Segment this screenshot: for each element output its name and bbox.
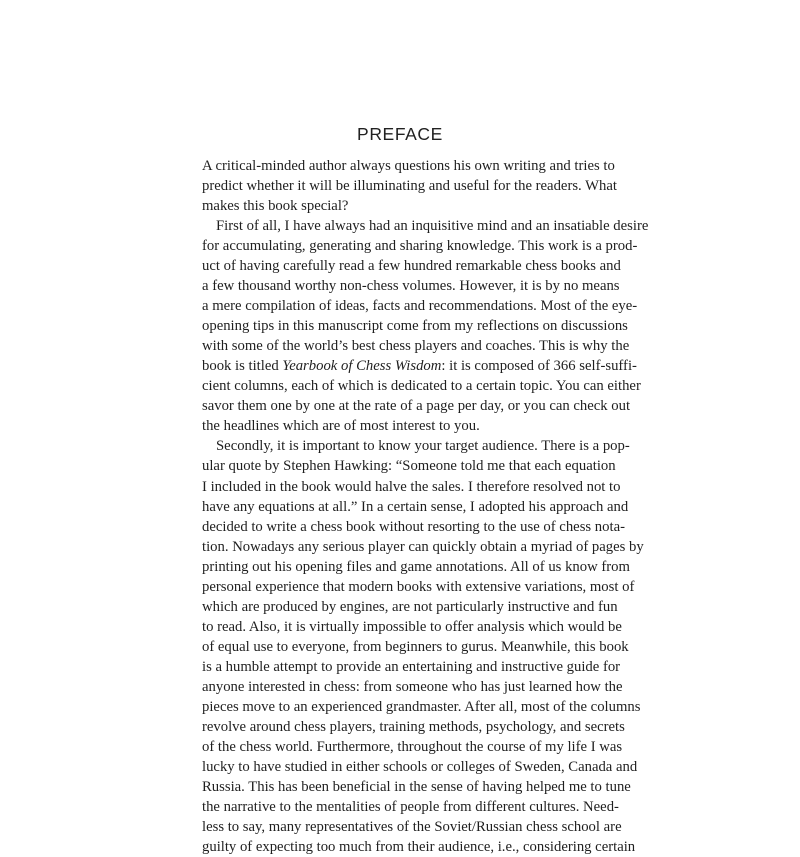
body-text <box>202 156 649 857</box>
text-line: to read. Also, it is virtually impossible to offer analysis which would be <box>202 618 622 635</box>
text-line: for accumulating, generating and sharing knowledge. This work is a prod- <box>202 238 638 255</box>
text-line: book is titled Yearbook of Chess Wisdom: it is composed of 366 self-suffi- <box>202 358 637 375</box>
text-line: which are produced by engines, are not particularly instructive and fun <box>202 598 618 615</box>
text-line: revolve around chess players, training methods, psychology, and secrets <box>202 718 625 735</box>
text-line: opening tips in this manuscript come from my reflections on discussions <box>202 318 628 335</box>
text-line: ular quote by Stephen Hawking: “Someone told me that each equation <box>202 458 616 475</box>
text-line: the headlines which are of most interest to you. <box>202 418 480 435</box>
text-line: of the chess world. Furthermore, throughout the course of my life I was <box>202 738 623 755</box>
text-line: savor them one by one at the rate of a page per day, or you can check out <box>202 398 631 415</box>
text-line: anyone interested in chess: from someone who has just learned how the <box>202 678 623 695</box>
page-title: PREFACE <box>357 124 443 144</box>
text-line: personal experience that modern books with extensive variations, most of <box>202 578 635 595</box>
text-line: Russia. This has been beneficial in the sense of having helped me to tune <box>202 778 631 795</box>
text-line: decided to write a chess book without resorting to the use of chess nota- <box>202 518 625 535</box>
text-line: is a humble attempt to provide an entertaining and instructive guide for <box>202 658 621 675</box>
text-line: guilty of expecting too much from their audience, i.e., considering certain <box>202 839 636 856</box>
text-line: tion. Nowadays any serious player can quickly obtain a myriad of pages by <box>202 538 644 555</box>
text-line: less to say, many representatives of the Soviet/Russian chess school are <box>202 819 622 836</box>
text-line: cient columns, each of which is dedicated to a certain topic. You can either <box>202 378 641 395</box>
text-line: have any equations at all.” In a certain sense, I adopted his approach and <box>202 498 629 515</box>
text-line: A critical-minded author always questions his own writing and tries to <box>202 158 615 174</box>
text-line: with some of the world’s best chess players and coaches. This is why the <box>202 338 630 355</box>
text-line: predict whether it will be illuminating and useful for the readers. What <box>202 178 617 195</box>
text-line: pieces move to an experienced grandmaster. After all, most of the columns <box>202 698 641 715</box>
text-line: the narrative to the mentalities of people from different cultures. Need- <box>202 799 619 815</box>
text-line: a few thousand worthy non-chess volumes. However, it is by no means <box>202 278 620 295</box>
text-line: uct of having carefully read a few hundred remarkable chess books and <box>202 258 621 275</box>
text-line: Secondly, it is important to know your target audience. There is a pop- <box>216 438 630 455</box>
text-line: of equal use to everyone, from beginners to gurus. Meanwhile, this book <box>202 638 629 655</box>
text-line: makes this book special? <box>202 198 349 215</box>
text-line: printing out his opening files and game annotations. All of us know from <box>202 558 630 575</box>
text-line: I included in the book would halve the sales. I therefore resolved not to <box>202 478 621 495</box>
text-line: a mere compilation of ideas, facts and recommendations. Most of the eye- <box>202 298 638 315</box>
text-line: First of all, I have always had an inquisitive mind and an insatiable desire <box>216 218 649 235</box>
text-line: lucky to have studied in either schools or colleges of Sweden, Canada and <box>202 758 638 775</box>
